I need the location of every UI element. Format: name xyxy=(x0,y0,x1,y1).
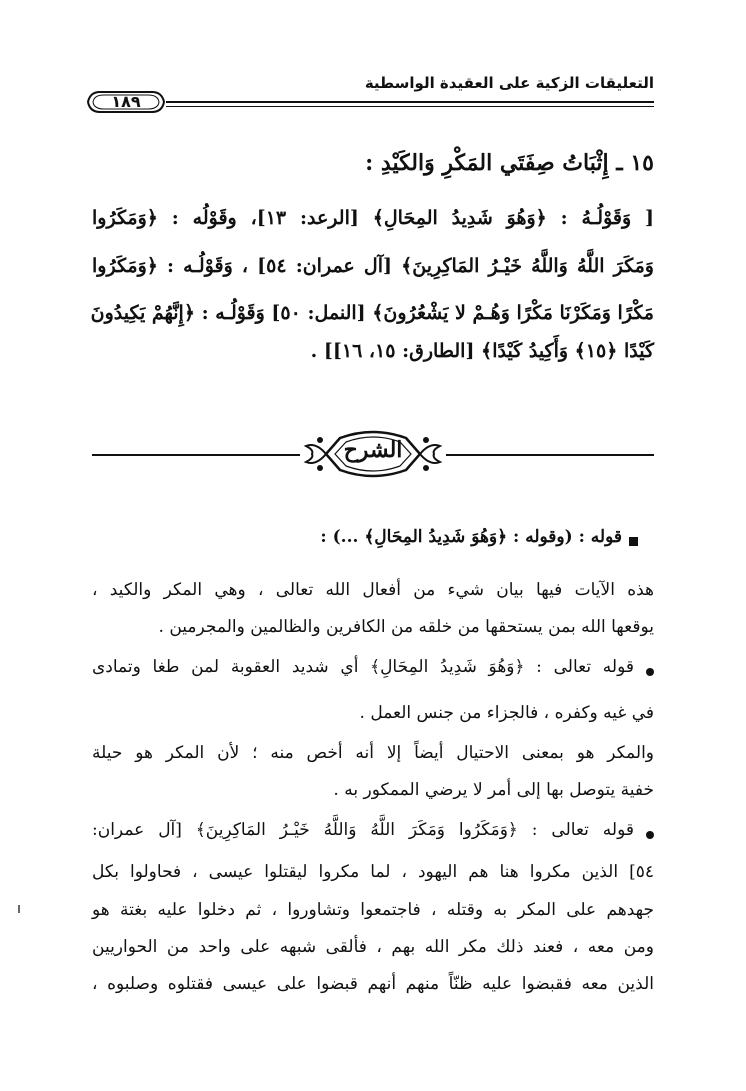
paragraph-4-line-2: ٥٤] الذين مكروا هنا هم اليهود ، لما مكروا ليقتلوا عيسى ، فحاولوا بكل xyxy=(92,862,654,882)
dot-bullet-icon xyxy=(646,831,654,839)
creed-line-2: وَمَكَرَ اللَّهُ وَاللَّهُ خَيْـرُ المَاكِرِينَ﴾ [آل عمران: ٥٤] ، وَقَوْلُـه : ﴿وَمَكَرُوا xyxy=(92,255,654,277)
paragraph-2-line-1: قوله تعالى : ﴿وَهُوَ شَدِيدُ المِحَالِ﴾ أي شديد العقوبة لمن طغا وتمادى xyxy=(92,657,634,677)
paragraph-4-line-4: ومن معه ، فعند ذلك مكر الله بهم ، فألقى شبهه على واحد من الحواريين xyxy=(92,937,654,957)
sharh-label: الشرح xyxy=(343,437,403,463)
page-number: ١٨٩ xyxy=(111,92,141,111)
creed-line-3: مَكْرًا وَمَكَرْنَا مَكْرًا وَهُـمْ لا يَشْعُرُونَ﴾ [النمل: ٥٠] وَقَوْلُـه : ﴿إِنَّهُمْ يَكِيدُونَ xyxy=(90,302,654,324)
paragraph-2-line-2: في غيه وكفره ، فالجزاء من جنس العمل . xyxy=(359,703,654,723)
square-bullet-icon xyxy=(629,537,638,546)
header-rule xyxy=(166,101,654,103)
paragraph-4-line-5: الذين معه فقبضوا عليه ظنّاً منهم أنهم قبضوا على عيسى فقتلوه وصلبوه ، xyxy=(92,974,654,994)
paragraph-4-line-3: جهدهم على المكر به وقتله ، فاجتمعوا وتشاوروا ، ثم دخلوا عليه بغتة هو xyxy=(92,900,654,920)
paragraph-4-line-1: قوله تعالى : ﴿وَمَكَرُوا وَمَكَرَ اللَّهُ وَاللَّهُ خَيْـرُ المَاكِرِينَ﴾ [آل عمران: xyxy=(92,820,634,840)
paragraph-3-line-1: والمكر هو بمعنى الاحتيال أيضاً إلا أنه أخص منه ؛ لأن المكر هو حيلة xyxy=(92,743,654,763)
scan-edge-mark xyxy=(18,905,20,913)
creed-line-1: [ وَقَوْلُـهُ : ﴿وَهُوَ شَدِيدُ المِحَالِ﴾ [الرعد: ١٣]، وقَوْلُه : ﴿وَمَكَرُوا xyxy=(92,207,654,229)
header-rule-thin xyxy=(166,106,654,107)
running-title: التعليقات الزكية على العقيدة الواسطية xyxy=(364,74,654,92)
dot-bullet-icon xyxy=(646,668,654,676)
paragraph-1-line-1: هذه الآيات فيها بيان شيء من أفعال الله تعالى ، وهي المكر والكيد ، xyxy=(92,580,654,600)
separator-line-right xyxy=(446,454,654,456)
commentary-intro: قوله : (وقوله : ﴿وَهُوَ شَدِيدُ المِحَالِ﴾ ...) : xyxy=(320,527,622,547)
paragraph-3-line-2: خفية يتوصل بها إلى أمر لا يرضي الممكور به . xyxy=(333,780,654,800)
creed-line-4: كَيْدًا ﴿١٥﴾ وَأَكِيدُ كَيْدًا﴾ [الطارق: ١٥، ١٦]] . xyxy=(310,340,654,362)
paragraph-1-line-2: يوقعها الله بمن يستحقها من خلقه من الكافرين والظالمين والمجرمين . xyxy=(158,617,654,637)
separator-line-left xyxy=(92,454,300,456)
section-heading: ١٥ ـ إِثْبَاتُ صِفَتَي المَكْرِ وَالكَيْدِ : xyxy=(365,150,654,176)
